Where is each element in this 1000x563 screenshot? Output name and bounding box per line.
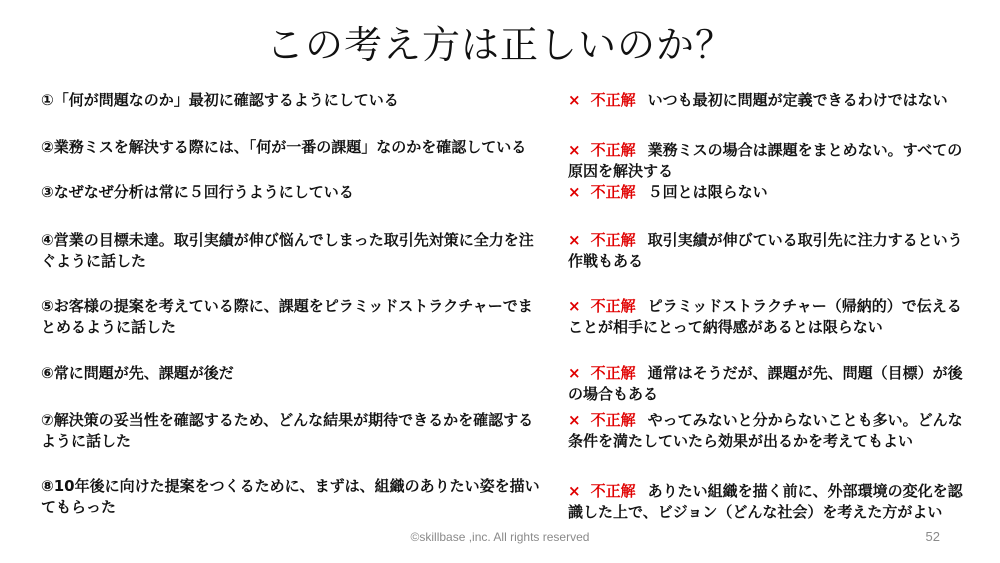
answer-2 [568, 140, 963, 182]
explanation-text: 取引実績が伸びている取引先に注力するという作戦もある [568, 231, 963, 270]
cross-mark-icon: × [568, 364, 581, 382]
statement-1: ①「何が問題なのか」最初に確認するようにしている [41, 91, 399, 109]
statement-3: ③なぜなぜ分析は常に５回行うようにしている [41, 183, 354, 201]
explanation-text: やってみないと分からないことも多い。どんな条件を満たしていたら効果が出るかを考えてもよい [568, 411, 963, 450]
answer-1 [568, 90, 963, 111]
cross-mark-icon: × [568, 231, 581, 249]
page-number: 52 [925, 529, 940, 544]
copyright-footer: ©skillbase ,inc. All rights reserved [410, 530, 590, 544]
answer-7 [568, 410, 963, 452]
cross-mark-icon: × [568, 183, 581, 201]
verdict-label: 不正解 [590, 411, 636, 429]
cross-mark-icon: × [568, 482, 581, 500]
cross-mark-icon: × [568, 297, 581, 315]
explanation-text: ５回とは限らない [647, 183, 768, 201]
cross-mark-icon: × [568, 141, 581, 159]
verdict-label: 不正解 [590, 364, 636, 382]
verdict-label: 不正解 [590, 482, 636, 500]
verdict-label: 不正解 [590, 297, 636, 315]
answer-8 [568, 481, 963, 523]
verdict-label: 不正解 [590, 141, 636, 159]
explanation-text: 業務ミスの場合は課題をまとめない。すべての原因を解決する [568, 141, 963, 180]
statement-8: ⑧10年後に向けた提案をつくるために、まずは、組織のありたい姿を描いてもらった [41, 477, 540, 516]
statement-6: ⑥常に問題が先、課題が後だ [41, 364, 234, 382]
explanation-text: ピラミッドストラクチャー（帰納的）で伝えることが相手にとって納得感があるとは限らない [568, 297, 962, 336]
slide-title: この考え方は正しいのか？ [265, 23, 734, 67]
statement-7: ⑦解決策の妥当性を確認するため、どんな結果が期待できるかを確認するように話した [41, 411, 534, 450]
answer-6 [568, 363, 963, 405]
explanation-text: いつも最初に問題が定義できるわけではない [647, 91, 948, 109]
answer-3 [568, 182, 963, 203]
explanation-text: 通常はそうだが、課題が先、問題（目標）が後の場合もある [568, 364, 963, 403]
answer-5 [568, 296, 963, 338]
cross-mark-icon: × [568, 411, 581, 429]
statement-4: ④営業の目標未達。取引実績が伸び悩んでしまった取引先対策に全力を注ぐように話した [41, 231, 534, 270]
verdict-label: 不正解 [590, 91, 636, 109]
cross-mark-icon: × [568, 91, 581, 109]
statement-2: ②業務ミスを解決する際には、「何が一番の課題」なのかを確認している [41, 138, 527, 156]
answer-4 [568, 230, 963, 272]
explanation-text: ありたい組織を描く前に、外部環境の変化を認識した上で、ビジョン（どんな社会）を考えた方がよい [568, 482, 963, 521]
statement-5: ⑤お客様の提案を考えている際に、課題をピラミッドストラクチャーでまとめるように話した [41, 297, 533, 336]
verdict-label: 不正解 [590, 231, 636, 249]
verdict-label: 不正解 [590, 183, 636, 201]
